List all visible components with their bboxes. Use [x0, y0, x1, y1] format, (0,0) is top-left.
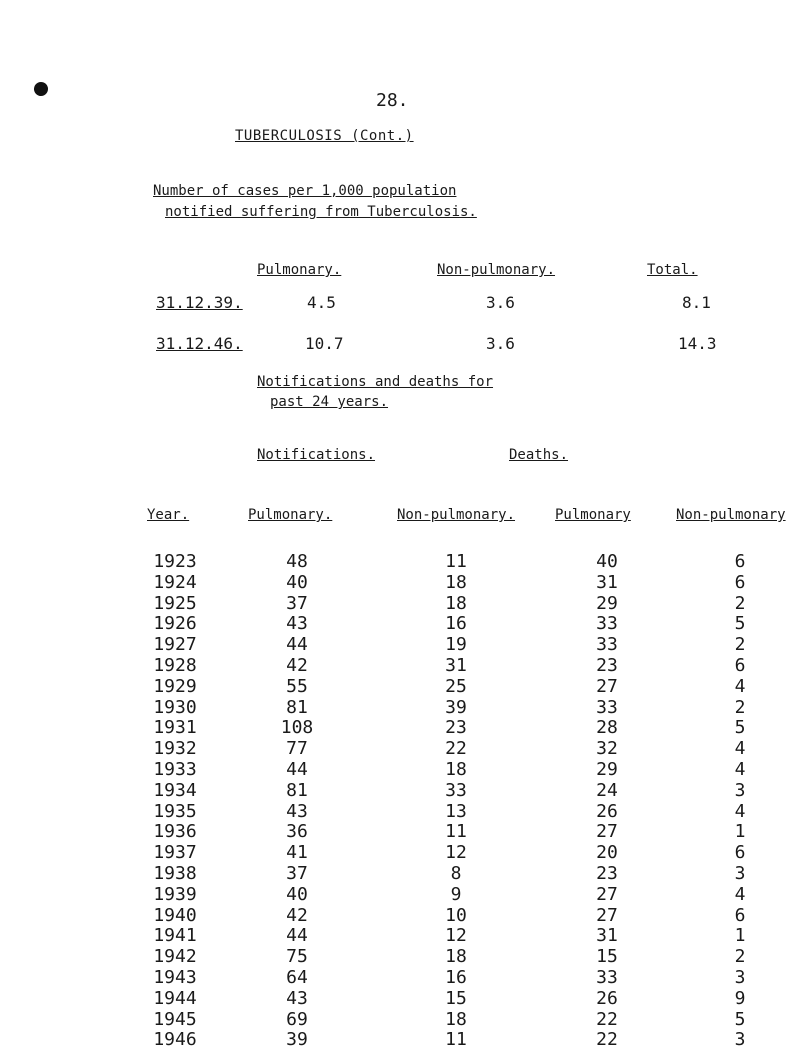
table-cell: 31 [596, 571, 618, 593]
table-cell: 24 [596, 779, 618, 801]
table-cell: 6 [734, 904, 746, 926]
table-cell: 33 [596, 696, 618, 718]
table-cell: 1 [734, 925, 746, 947]
table-cell: 32 [596, 738, 618, 760]
table-cell: 23 [596, 862, 618, 884]
table-cell: 3 [734, 1029, 746, 1051]
table-cell: 26 [596, 987, 618, 1009]
table-cell: 12 [445, 925, 467, 947]
table-cell: 40 [596, 551, 618, 572]
table-cell: 27 [596, 883, 618, 905]
table-cell: 1940 [153, 904, 197, 926]
table-cell: 40 [286, 883, 308, 905]
rate-row-total: 14.3 [678, 334, 717, 353]
table-cell: 28 [596, 717, 618, 739]
table-cell: 33 [445, 779, 467, 801]
table-cell: 1 [734, 821, 746, 843]
table-cell: 1937 [153, 842, 197, 864]
column-header-notif-pulmonary: Pulmonary. [248, 507, 333, 523]
table-cell: 1930 [153, 696, 197, 718]
table-cell: 43 [286, 987, 308, 1009]
table-cell: 1927 [153, 634, 197, 656]
table-cell: 48 [286, 551, 308, 572]
column-header-deaths-pulmonary: Pulmonary [555, 507, 631, 523]
table-cell: 44 [286, 634, 308, 656]
table-cell: 6 [734, 842, 746, 864]
page-title: TUBERCULOSIS (Cont.) [235, 128, 414, 144]
table-cell: 2 [734, 696, 746, 718]
table-cell: 1941 [153, 925, 197, 947]
rate-heading-line1: Number of cases per 1,000 population [153, 183, 457, 199]
table-cell: 9 [450, 883, 462, 905]
deaths-non-pulmonary-column [725, 552, 755, 1051]
page-number: 28. [376, 90, 409, 111]
table-cell: 1939 [153, 883, 197, 905]
table-cell: 69 [286, 1008, 308, 1030]
table-cell: 64 [286, 966, 308, 988]
group-header-deaths: Deaths. [509, 447, 569, 463]
table-cell: 16 [445, 613, 467, 635]
table-cell: 23 [596, 654, 618, 676]
table-cell: 43 [286, 613, 308, 635]
table-cell: 1946 [153, 1029, 197, 1051]
table-cell: 2 [734, 592, 746, 614]
table-cell: 1931 [153, 717, 197, 739]
table-cell: 1942 [153, 946, 197, 968]
table-cell: 33 [596, 966, 618, 988]
table-cell: 23 [445, 717, 467, 739]
table-cell: 77 [286, 738, 308, 760]
rate-row-date: 31.12.46. [156, 334, 243, 353]
table-cell: 1932 [153, 738, 197, 760]
table-cell: 1925 [153, 592, 197, 614]
table-cell: 27 [596, 675, 618, 697]
table-cell: 18 [445, 946, 467, 968]
table-cell: 1928 [153, 654, 197, 676]
rate-heading-line2: notified suffering from Tuberculosis. [165, 204, 477, 220]
table-cell: 15 [596, 946, 618, 968]
notif-non-pulmonary-column [431, 552, 481, 1051]
table-cell: 16 [445, 966, 467, 988]
table-cell: 39 [286, 1029, 308, 1051]
table-cell: 1936 [153, 821, 197, 843]
rate-row-non-pulmonary: 3.6 [486, 334, 515, 353]
column-header-notif-non-pulmonary: Non-pulmonary. [397, 507, 516, 523]
table-cell: 20 [596, 842, 618, 864]
table-cell: 26 [596, 800, 618, 822]
table-cell: 2 [734, 634, 746, 656]
table-cell: 81 [286, 696, 308, 718]
table-cell: 29 [596, 758, 618, 780]
table-cell: 9 [734, 987, 746, 1009]
table-cell: 41 [286, 842, 308, 864]
table-cell: 108 [280, 717, 314, 739]
table-cell: 4 [734, 738, 746, 760]
column-header-year: Year. [147, 507, 190, 523]
table-cell: 18 [445, 758, 467, 780]
column-header-deaths-non-pulmonary: Non-pulmonary [676, 507, 786, 523]
table-cell: 5 [734, 613, 746, 635]
table-cell: 5 [734, 717, 746, 739]
notif-pulmonary-column [272, 552, 322, 1051]
table-cell: 39 [445, 696, 467, 718]
table-cell: 27 [596, 821, 618, 843]
table-cell: 11 [445, 821, 467, 843]
table-cell: 55 [286, 675, 308, 697]
table-cell: 22 [596, 1029, 618, 1051]
table-cell: 33 [596, 634, 618, 656]
table-cell: 6 [734, 571, 746, 593]
table-cell: 42 [286, 654, 308, 676]
table-cell: 1944 [153, 987, 197, 1009]
table-cell: 27 [596, 904, 618, 926]
table-cell: 1934 [153, 779, 197, 801]
rate-row-pulmonary: 4.5 [307, 293, 336, 312]
table-cell: 1929 [153, 675, 197, 697]
table-cell: 1926 [153, 613, 197, 635]
table-cell: 1923 [153, 551, 197, 572]
table-cell: 4 [734, 675, 746, 697]
group-header-notifications: Notifications. [257, 447, 376, 463]
table-cell: 29 [596, 592, 618, 614]
table-cell: 15 [445, 987, 467, 1009]
table-cell: 43 [286, 800, 308, 822]
table-cell: 44 [286, 925, 308, 947]
deaths-pulmonary-column [582, 552, 632, 1051]
table-cell: 10 [445, 904, 467, 926]
table-cell: 11 [445, 551, 467, 572]
table-cell: 18 [445, 592, 467, 614]
rate-row-date: 31.12.39. [156, 293, 243, 312]
table-cell: 1943 [153, 966, 197, 988]
table-cell: 31 [445, 654, 467, 676]
table-cell: 18 [445, 1008, 467, 1030]
table-cell: 18 [445, 571, 467, 593]
table-cell: 1933 [153, 758, 197, 780]
table-cell: 2 [734, 946, 746, 968]
table-cell: 19 [445, 634, 467, 656]
table-cell: 75 [286, 946, 308, 968]
section-heading-line2: past 24 years. [270, 394, 389, 410]
table-cell: 1938 [153, 862, 197, 884]
table-cell: 40 [286, 571, 308, 593]
table-cell: 6 [734, 551, 746, 572]
table-cell: 3 [734, 862, 746, 884]
table-cell: 12 [445, 842, 467, 864]
table-cell: 3 [734, 966, 746, 988]
table-cell: 36 [286, 821, 308, 843]
punch-hole-mark [32, 80, 50, 98]
table-cell: 4 [734, 800, 746, 822]
table-cell: 13 [445, 800, 467, 822]
rate-header-pulmonary: Pulmonary. [257, 262, 342, 278]
table-cell: 42 [286, 904, 308, 926]
table-cell: 81 [286, 779, 308, 801]
table-cell: 31 [596, 925, 618, 947]
table-cell: 1945 [153, 1008, 197, 1030]
table-cell: 5 [734, 1008, 746, 1030]
rate-row-pulmonary: 10.7 [305, 334, 344, 353]
table-cell: 3 [734, 779, 746, 801]
table-cell: 44 [286, 758, 308, 780]
table-cell: 11 [445, 1029, 467, 1051]
table-cell: 22 [445, 738, 467, 760]
table-cell: 25 [445, 675, 467, 697]
table-cell: 37 [286, 592, 308, 614]
table-cell: 33 [596, 613, 618, 635]
table-cell: 37 [286, 862, 308, 884]
rate-row-non-pulmonary: 3.6 [486, 293, 515, 312]
table-cell: 4 [734, 758, 746, 780]
table-cell: 6 [734, 654, 746, 676]
rate-header-non-pulmonary: Non-pulmonary. [437, 262, 556, 278]
rate-row-total: 8.1 [682, 293, 711, 312]
year-column [150, 552, 200, 1051]
table-cell: 1935 [153, 800, 197, 822]
table-cell: 4 [734, 883, 746, 905]
table-cell: 8 [450, 862, 462, 884]
section-heading-line1: Notifications and deaths for [257, 374, 494, 390]
table-cell: 22 [596, 1008, 618, 1030]
table-cell: 1924 [153, 571, 197, 593]
rate-header-total: Total. [647, 262, 698, 278]
